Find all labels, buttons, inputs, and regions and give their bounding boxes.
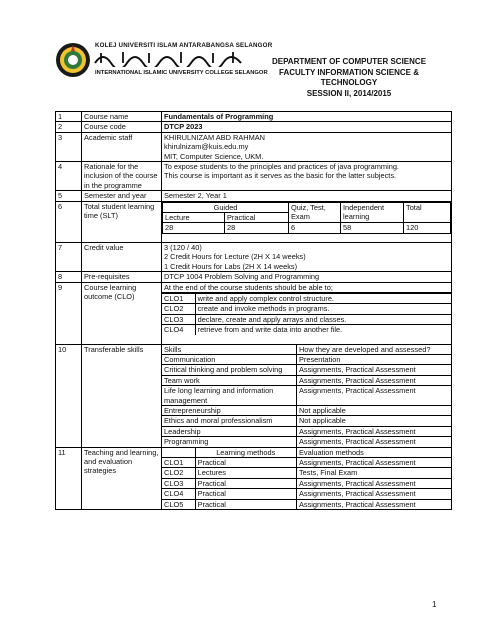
prerequisites-value: DTCP 1004 Problem Solving and Programming [162,272,452,282]
credit-line: 1 Credit Hours for Labs (2H X 14 weeks) [164,261,298,271]
staff-qualification: MIT, Computer Science, UKM. [164,151,264,161]
strategy-row [162,458,451,468]
strategy-clo: CLO4 [162,489,195,499]
skill-row [162,365,451,375]
table-row [56,201,452,242]
skill-assessment: Assignments, Practical Assessment [296,365,451,375]
skill-row [162,405,451,415]
row-number: 4 [56,162,82,191]
learning-methods-header: Learning methods [195,448,296,458]
row-number: 8 [56,272,82,282]
department-block [250,57,448,99]
skills-table [162,345,451,447]
rationale-line: To expose students to the principles and practices of java programming. [164,162,399,172]
skill-name: Programming [162,437,296,447]
skill-assessment: Assignments, Practical Assessment [296,426,451,436]
row-number: 9 [56,282,82,344]
slt-total-value: 120 [404,223,451,233]
row-number: 2 [56,122,82,132]
strategy-clo: CLO5 [162,499,195,509]
skill-name: Entrepreneurship [162,405,296,415]
skill-name: Critical thinking and problem solving [162,365,296,375]
clo-code: CLO4 [162,325,195,335]
skill-assessment: Not applicable [296,405,451,415]
slt-total-header: Total [404,202,451,223]
row-label: Teaching and learning, and evaluation strategies [82,447,162,509]
clo-text: retrieve from and write data into another file. [195,325,451,335]
skill-assessment: Assignments, Practical Assessment [296,386,451,406]
staff-email: khirulnizam@kuis.edu.my [164,142,249,152]
strategy-row [162,499,451,509]
skill-assessment: Not applicable [296,416,451,426]
strategy-row [162,468,451,478]
strategy-method: Practical [195,499,296,509]
skill-assessment: Assignments, Practical Assessment [296,437,451,447]
clo-code: CLO2 [162,304,195,314]
row-number: 11 [56,447,82,509]
table-row [56,162,452,191]
strategies-cell [162,447,452,509]
strategy-evaluation: Assignments, Practical Assessment [296,499,451,509]
credit-line: 2 Credit Hours for Lecture (2H X 14 weeks) [164,252,306,262]
table-row [56,242,452,271]
skill-name: Ethics and moral professionalism [162,416,296,426]
strategy-clo: CLO3 [162,478,195,488]
slt-independent-value: 58 [341,223,404,233]
slt-independent-header: Independent learning [341,202,404,223]
skill-name: Life long learning and information management [162,386,296,406]
clo-code: CLO3 [162,314,195,324]
staff-name: KHIRULNIZAM ABD RAHMAN [164,132,266,142]
skill-row [162,437,451,447]
row-label: Course name [82,112,162,122]
slt-quiz-header: Quiz, Test, Exam [289,202,341,223]
semester-value: Semester 2, Year 1 [162,191,452,201]
document-header [55,42,450,102]
clo-row [162,293,451,303]
skill-row [162,375,451,385]
strategy-evaluation: Assignments, Practical Assessment [296,489,451,499]
skills-header: Skills [162,345,296,355]
table-row [56,191,452,201]
row-label: Credit value [82,242,162,271]
slt-practical-value: 28 [225,223,289,233]
strategy-row [162,478,451,488]
page-number: 1 [432,600,437,609]
table-row [56,282,452,344]
clo-row [162,314,451,324]
strategy-method: Lectures [195,468,296,478]
table-row [56,447,452,509]
strategy-evaluation: Assignments, Practical Assessment [296,478,451,488]
clo-intro: At the end of the course students should be able to; [162,283,451,293]
skill-row [162,386,451,406]
strategy-method: Practical [195,458,296,468]
table-row [56,112,452,122]
clo-row [162,304,451,314]
row-number: 3 [56,132,82,161]
institution-name-english: INTERNATIONAL ISLAMIC UNIVERSITY COLLEGE SELANGOR [95,70,268,76]
institution-name-arabic-calligraphy [93,49,243,67]
slt-practical-header: Practical [225,213,289,223]
strategies-blank-header [162,448,195,458]
row-label: Rationale for the inclusion of the course in the programme [82,162,162,191]
row-number: 7 [56,242,82,271]
clo-text: write and apply complex control structure. [195,293,451,303]
strategy-clo: CLO2 [162,468,195,478]
skill-row [162,416,451,426]
strategy-method: Practical [195,478,296,488]
strategy-evaluation: Tests, Final Exam [296,468,451,478]
skill-name: Team work [162,375,296,385]
slt-table [162,202,451,234]
session-label: SESSION II, 2014/2015 [306,88,392,98]
table-row [56,344,452,447]
rationale-line: This course is important as it serves as the basic for the latter subjects. [164,171,397,181]
strategies-header-row [162,448,451,458]
skill-row [162,426,451,436]
strategy-method: Practical [195,489,296,499]
slt-lecture-header: Lecture [163,213,225,223]
skill-name: Communication [162,354,296,364]
row-label: Academic staff [82,132,162,161]
transferable-skills-cell [162,344,452,447]
skills-header-row [162,345,451,355]
strategy-row [162,489,451,499]
university-logo [55,42,91,78]
clo-table [162,293,451,335]
row-label: Semester and year [82,191,162,201]
rationale-value [162,162,452,191]
assessment-header: How they are developed and assessed? [296,345,451,355]
table-row [56,132,452,161]
skill-assessment: Assignments, Practical Assessment [296,375,451,385]
strategy-clo: CLO1 [162,458,195,468]
row-label: Course code [82,122,162,132]
table-row [56,122,452,132]
row-label: Pre-requisites [82,272,162,282]
institution-name-malay: KOLEJ UNIVERSITI ISLAM ANTARABANGSA SELANGOR [95,42,273,49]
row-label: Total student learning time (SLT) [82,201,162,242]
row-number: 5 [56,191,82,201]
slt-guided-header: Guided [163,202,289,212]
skill-assessment: Presentation [296,354,451,364]
course-name-value: Fundamentals of Programming [162,112,452,122]
table-row [56,272,452,282]
faculty-name-line2: TECHNOLOGY [320,78,378,87]
credit-line: 3 (120 / 40) [164,242,202,252]
row-label: Course learning outcome (CLO) [82,282,162,344]
course-code-value: DTCP 2023 [162,122,452,132]
slt-quiz-value: 6 [289,223,341,233]
department-name: DEPARTMENT OF COMPUTER SCIENCE [271,57,427,66]
clo-cell [162,282,452,344]
row-number: 6 [56,201,82,242]
academic-staff-value [162,132,452,161]
slt-lecture-value: 28 [163,223,225,233]
strategy-evaluation: Assignments, Practical Assessment [296,458,451,468]
evaluation-methods-header: Evaluation methods [296,448,451,458]
row-label: Transferable skills [82,344,162,447]
faculty-name-line1: FACULTY INFORMATION SCIENCE & [279,67,419,77]
strategies-table [162,448,451,509]
credit-value [162,242,452,271]
row-number: 1 [56,112,82,122]
skill-row [162,354,451,364]
clo-text: declare, create and apply arrays and classes. [195,314,451,324]
clo-row [162,325,451,335]
slt-cell [162,201,452,242]
row-number: 10 [56,344,82,447]
clo-code: CLO1 [162,293,195,303]
clo-text: create and invoke methods in programs. [195,304,451,314]
course-info-table [55,111,452,510]
skill-name: Leadership [162,426,296,436]
